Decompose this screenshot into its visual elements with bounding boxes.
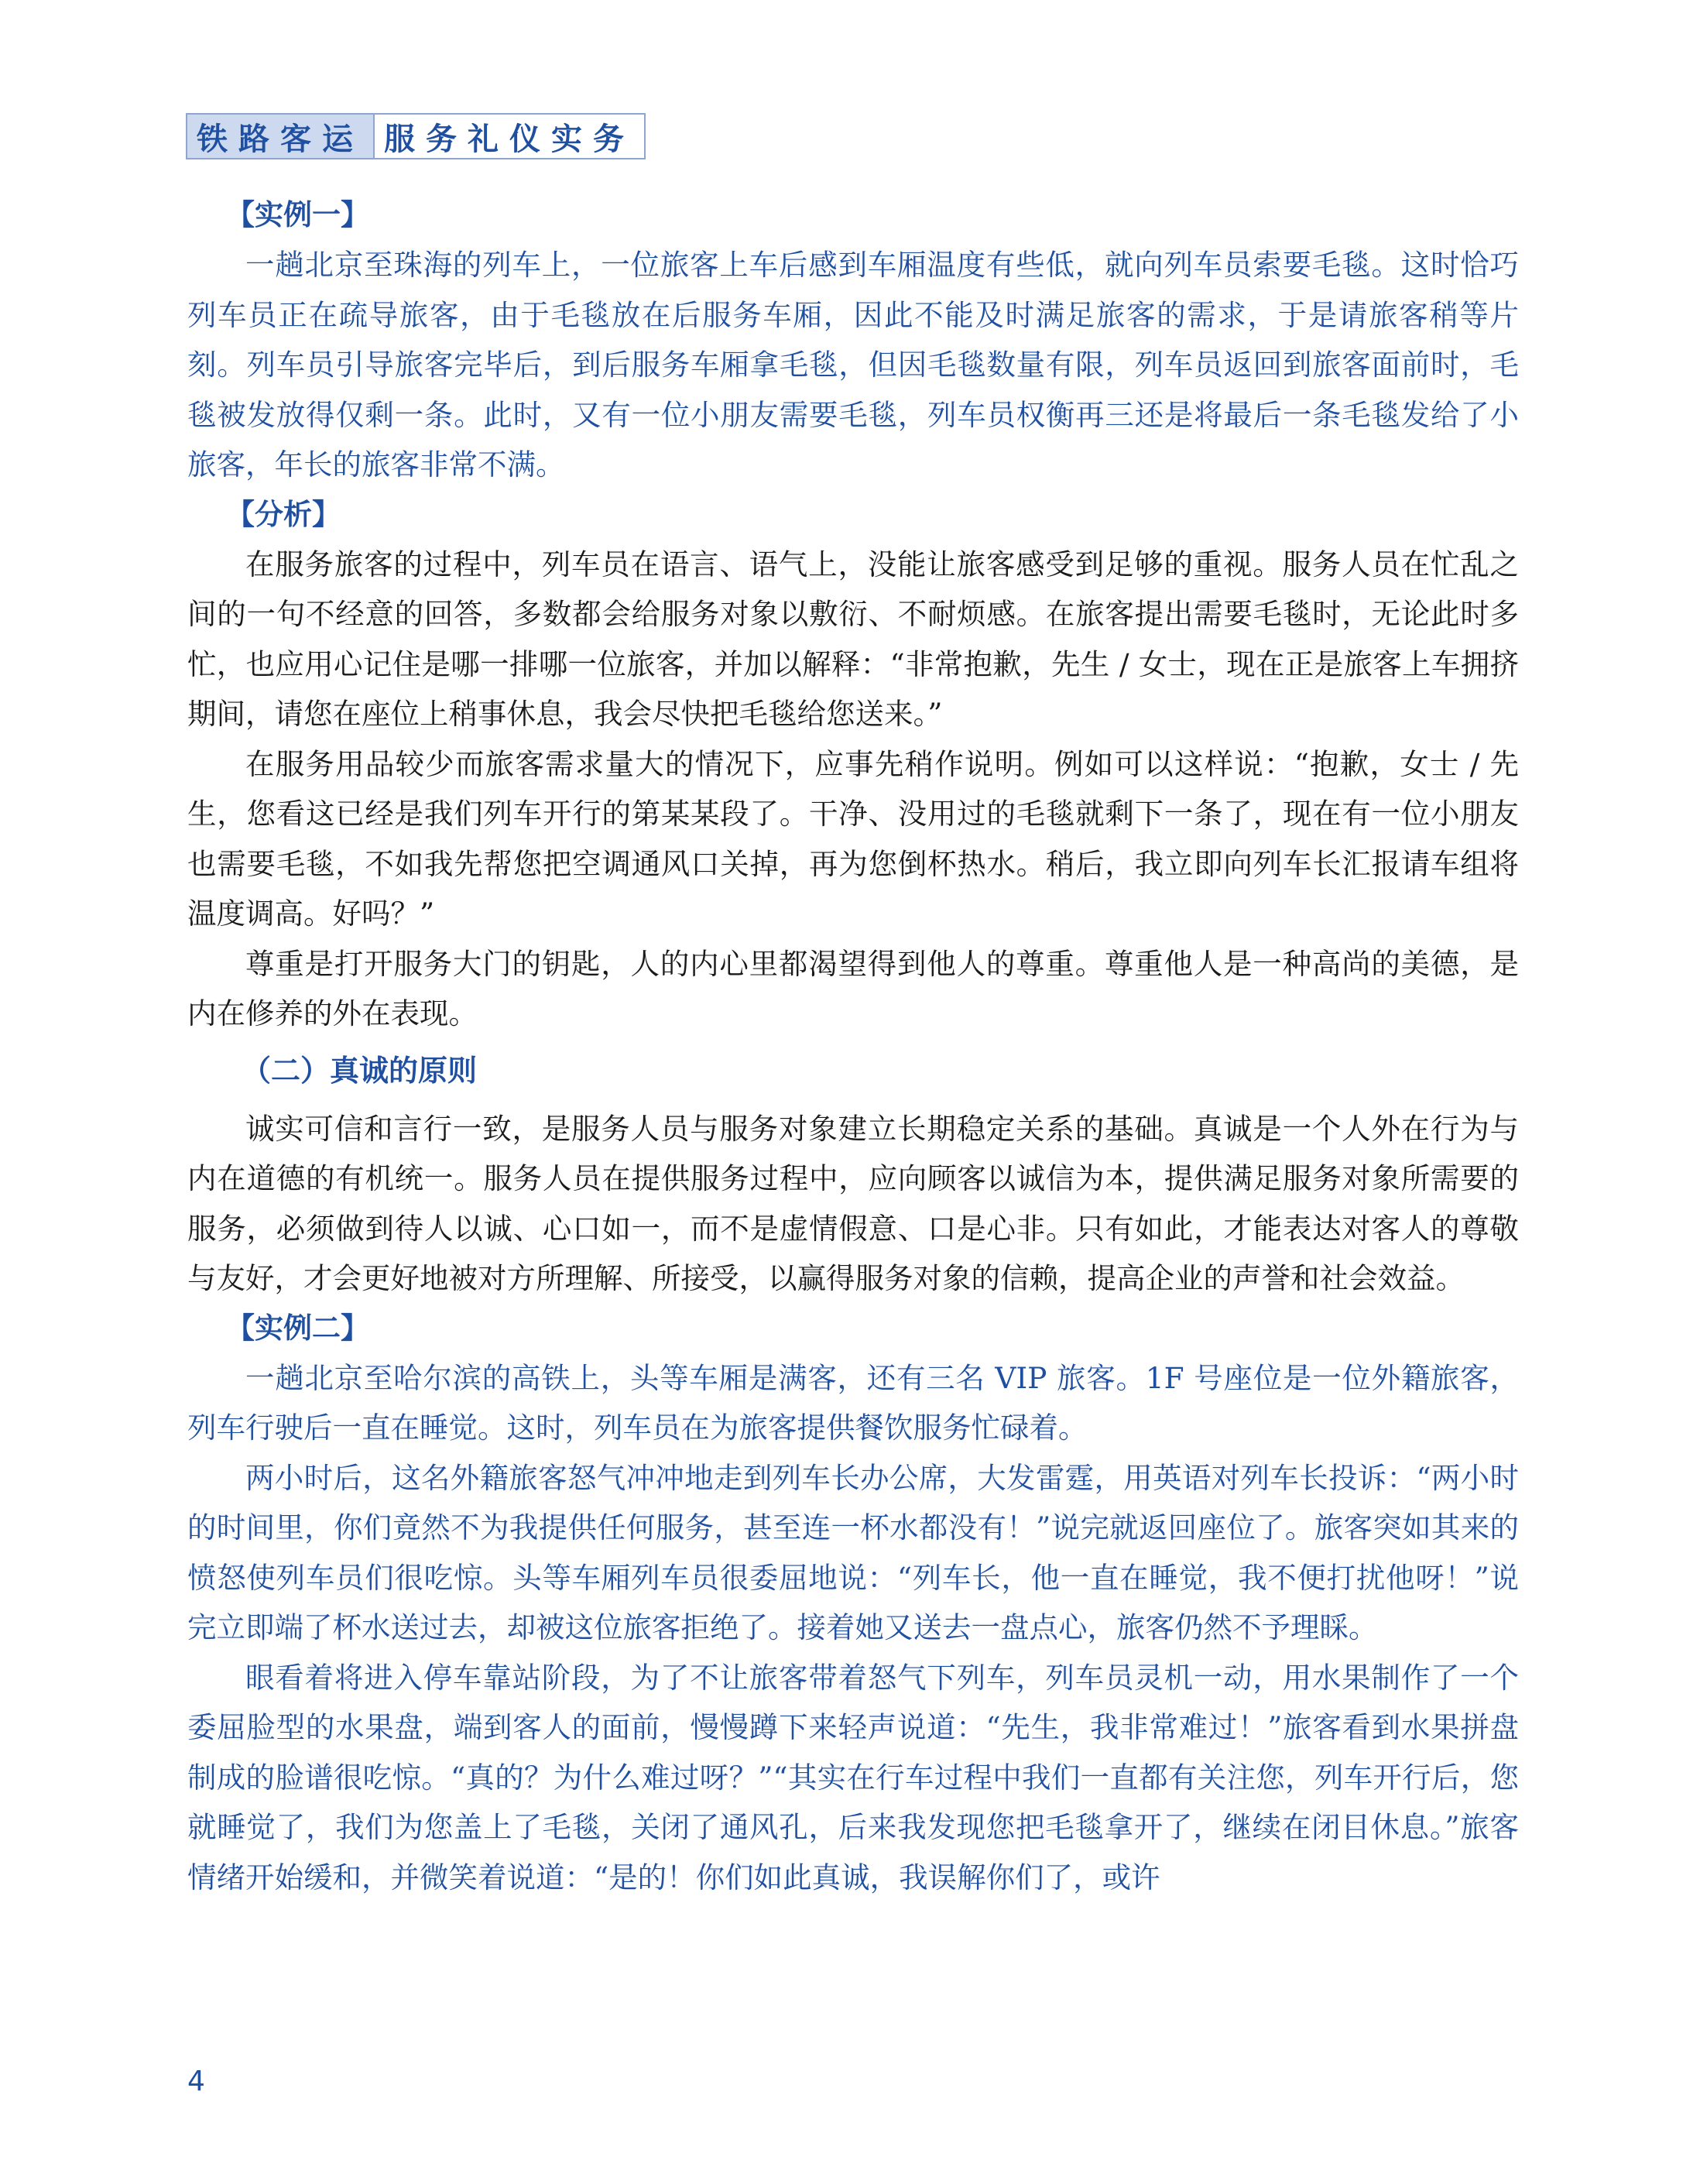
example1-label: 【实例一】 xyxy=(226,198,369,231)
example2-label: 【实例二】 xyxy=(226,1311,369,1345)
analysis-paragraph-1: 在服务旅客的过程中，列车员在语言、语气上，没能让旅客感受到足够的重视。服务人员在忙乱之间的一句不经意的回答，多数都会给服务对象以敷衍、不耐烦感。在旅客提出需要毛毯时，无论此时多忙，也应用心记住是哪一排哪一位旅客，并加以解释：“非常抱歉，先生 / 女士，现在正是旅客上车拥挤期间，请您在座位上稍事休息，我会尽快把毛毯给您送来。” xyxy=(187,547,1519,731)
page-body xyxy=(187,190,1519,1902)
page-number: 4 xyxy=(187,2066,205,2097)
example2-paragraph-2: 两小时后，这名外籍旅客怒气冲冲地走到列车长办公席，大发雷霆，用英语对列车长投诉：“两小时的时间里，你们竟然不为我提供任何服务，甚至连一杯水都没有！”说完就返回座位了。旅客突如其来的愤怒使列车员们很吃惊。头等车厢列车员很委屈地说：“列车长，他一直在睡觉，我不便打扰他呀！”说完立即端了杯水送过去，却被这位旅客拒绝了。接着她又送去一盘点心，旅客仍然不予理睬。 xyxy=(187,1460,1519,1644)
analysis-paragraph-2: 在服务用品较少而旅客需求量大的情况下，应事先稍作说明。例如可以这样说：“抱歉，女士 / 先生，您看这已经是我们列车开行的第某某段了。干净、没用过的毛毯就剩下一条了，现在有一位小朋友也需要毛毯，不如我先帮您把空调通风口关掉，再为您倒杯热水。稍后，我立即向列车长汇报请车组将温度调高。好吗？” xyxy=(187,746,1519,931)
book-title: 铁路客运 xyxy=(187,115,373,158)
analysis-paragraph-3: 尊重是打开服务大门的钥匙，人的内心里都渴望得到他人的尊重。尊重他人是一种高尚的美德，是内在修养的外在表现。 xyxy=(187,946,1519,1030)
running-header xyxy=(186,113,646,159)
principle-heading: （二）真诚的原则 xyxy=(242,1053,478,1088)
example2-paragraph-1: 一趟北京至哈尔滨的高铁上，头等车厢是满客，还有三名 VIP 旅客。1F 号座位是一位外籍旅客，列车行驶后一直在睡觉。这时，列车员在为旅客提供餐饮服务忙碌着。 xyxy=(187,1360,1519,1445)
example1-paragraph: 一趟北京至珠海的列车上，一位旅客上车后感到车厢温度有些低，就向列车员索要毛毯。这时恰巧列车员正在疏导旅客，由于毛毯放在后服务车厢，因此不能及时满足旅客的需求，于是请旅客稍等片刻。列车员引导旅客完毕后，到后服务车厢拿毛毯，但因毛毯数量有限，列车员返回到旅客面前时，毛毯被发放得仅剩一条。此时，又有一位小朋友需要毛毯，列车员权衡再三还是将最后一条毛毯发给了小旅客，年长的旅客非常不满。 xyxy=(187,248,1519,482)
book-subtitle: 服务礼仪实务 xyxy=(373,115,644,158)
principle-paragraph: 诚实可信和言行一致，是服务人员与服务对象建立长期稳定关系的基础。真诚是一个人外在行为与内在道德的有机统一。服务人员在提供服务过程中，应向顾客以诚信为本，提供满足服务对象所需要的服务，必须做到待人以诚、心口如一，而不是虚情假意、口是心非。只有如此，才能表达对客人的尊敬与友好，才会更好地被对方所理解、所接受，以赢得服务对象的信赖，提高企业的声誉和社会效益。 xyxy=(187,1111,1519,1295)
example2-paragraph-3: 眼看着将进入停车靠站阶段，为了不让旅客带着怒气下列车，列车员灵机一动，用水果制作了一个委屈脸型的水果盘，端到客人的面前，慢慢蹲下来轻声说道：“先生，我非常难过！”旅客看到水果拼盘制成的脸谱很吃惊。“真的？为什么难过呀？”“其实在行车过程中我们一直都有关注您，列车开行后，您就睡觉了，我们为您盖上了毛毯，关闭了通风孔，后来我发现您把毛毯拿开了，继续在闭目休息。”旅客情绪开始缓和，并微笑着说道：“是的！你们如此真诚，我误解你们了，或许 xyxy=(187,1660,1519,1894)
analysis-label: 【分析】 xyxy=(226,497,341,531)
